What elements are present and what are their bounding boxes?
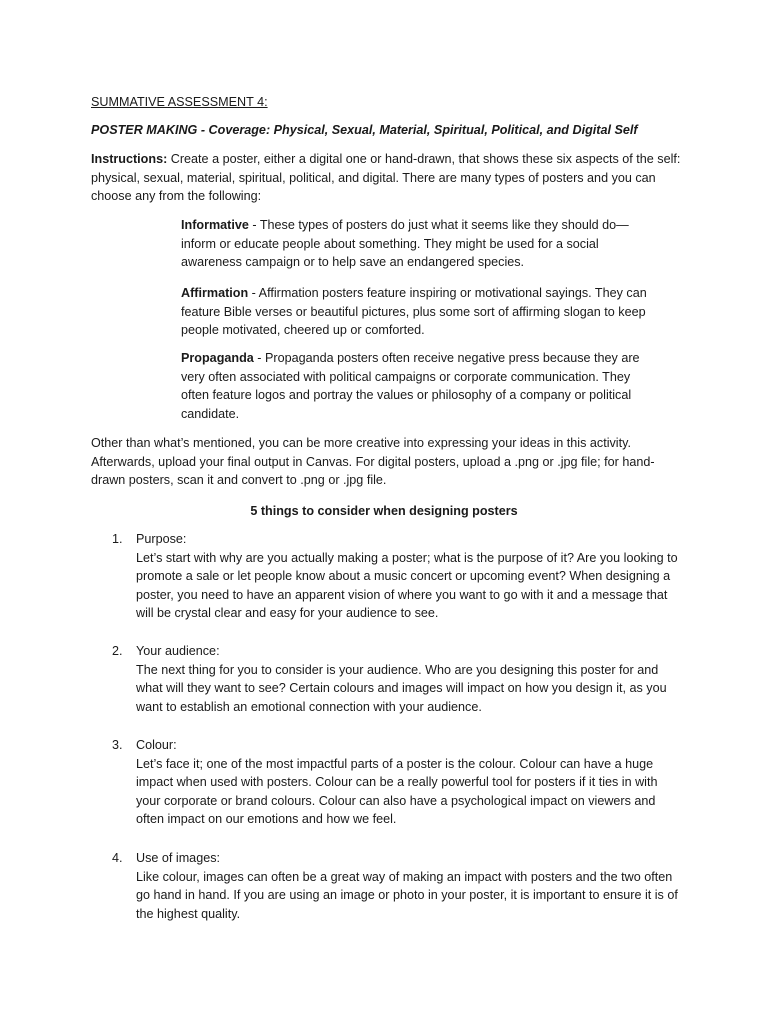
consideration-text: The next thing for you to consider is your audience. Who are you designing this poster for and what will they want to see? Certain colours and images will impact on how you design it, as you want to establish an emotional connection with your audience. — [136, 662, 667, 714]
poster-type-name: Propaganda — [181, 351, 254, 365]
poster-type-description: - These types of posters do just what it seems like they should do—inform or educate people about something. They might be used for a social awareness campaign or to help save an endangered species. — [181, 218, 629, 270]
consideration-item-images — [112, 849, 682, 923]
consideration-item-colour — [112, 736, 682, 829]
consideration-text: Like colour, images can often be a great way of making an impact with posters and the two often go hand in hand. If you are using an image or photo in your poster, it is important to ensure it is of the highest quality. — [136, 869, 678, 921]
list-number: 1. — [112, 532, 123, 546]
consideration-item-audience — [112, 642, 682, 716]
poster-type-name: Affirmation — [181, 286, 249, 300]
document-title: SUMMATIVE ASSESSMENT 4: — [91, 95, 268, 109]
consideration-text: Let’s start with why are you actually making a poster; what is the purpose of it? Are you looking to promote a sale or let people know about a music concert or upcoming event? When designing a poster, you need to have an apparent vision of where you want to go with it and a message that will be crystal clear and easy for your audience to see. — [136, 550, 678, 621]
list-number: 3. — [112, 738, 123, 752]
outro-paragraph: Other than what’s mentioned, you can be more creative into expressing your ideas in this activity. Afterwards, upload your final output in Canvas. For digital posters, upload a .png or .jpg file; for hand-drawn posters, scan it and convert to .png or .jpg file. — [91, 436, 655, 488]
instructions-label: Instructions: — [91, 152, 168, 166]
consideration-label: Use of images: — [136, 851, 220, 865]
consideration-label: Your audience: — [136, 644, 220, 658]
poster-type-description: - Propaganda posters often receive negative press because they are very often associated with political campaigns or corporate communication. They often feature logos and portray the values or philosophy of a company or political candidate. — [181, 351, 640, 421]
poster-type-affirmation — [181, 284, 651, 340]
poster-type-name: Informative — [181, 218, 249, 232]
consideration-item-purpose — [112, 530, 682, 623]
consideration-label: Purpose: — [136, 532, 187, 546]
consideration-text: Let’s face it; one of the most impactful parts of a poster is the colour. Colour can have a huge impact when used with posters. Colour can be a really powerful tool for posters if it ties in with your corporate or brand colours. Colour can also have a psychological impact on viewers and often impact on our emotions and how we feel. — [136, 756, 658, 827]
instructions-paragraph — [91, 150, 681, 206]
section-heading: 5 things to consider when designing posters — [250, 504, 518, 518]
instructions-text: Create a poster, either a digital one or hand-drawn, that shows these six aspects of the self: physical, sexual, material, spiritual, political, and digital. There are many types of posters and you can choose any from the following: — [91, 152, 681, 204]
poster-type-propaganda — [181, 349, 651, 423]
consideration-label: Colour: — [136, 738, 177, 752]
list-number: 4. — [112, 851, 123, 865]
poster-type-description: - Affirmation posters feature inspiring or motivational sayings. They can feature Bible verses or beautiful pictures, plus some sort of affirming slogan to keep people motivated, cheered up or comforted. — [181, 286, 647, 338]
document-subtitle: POSTER MAKING - Coverage: Physical, Sexual, Material, Spiritual, Political, and Digital Self — [91, 123, 638, 137]
poster-type-informative — [181, 216, 651, 272]
list-number: 2. — [112, 644, 123, 658]
